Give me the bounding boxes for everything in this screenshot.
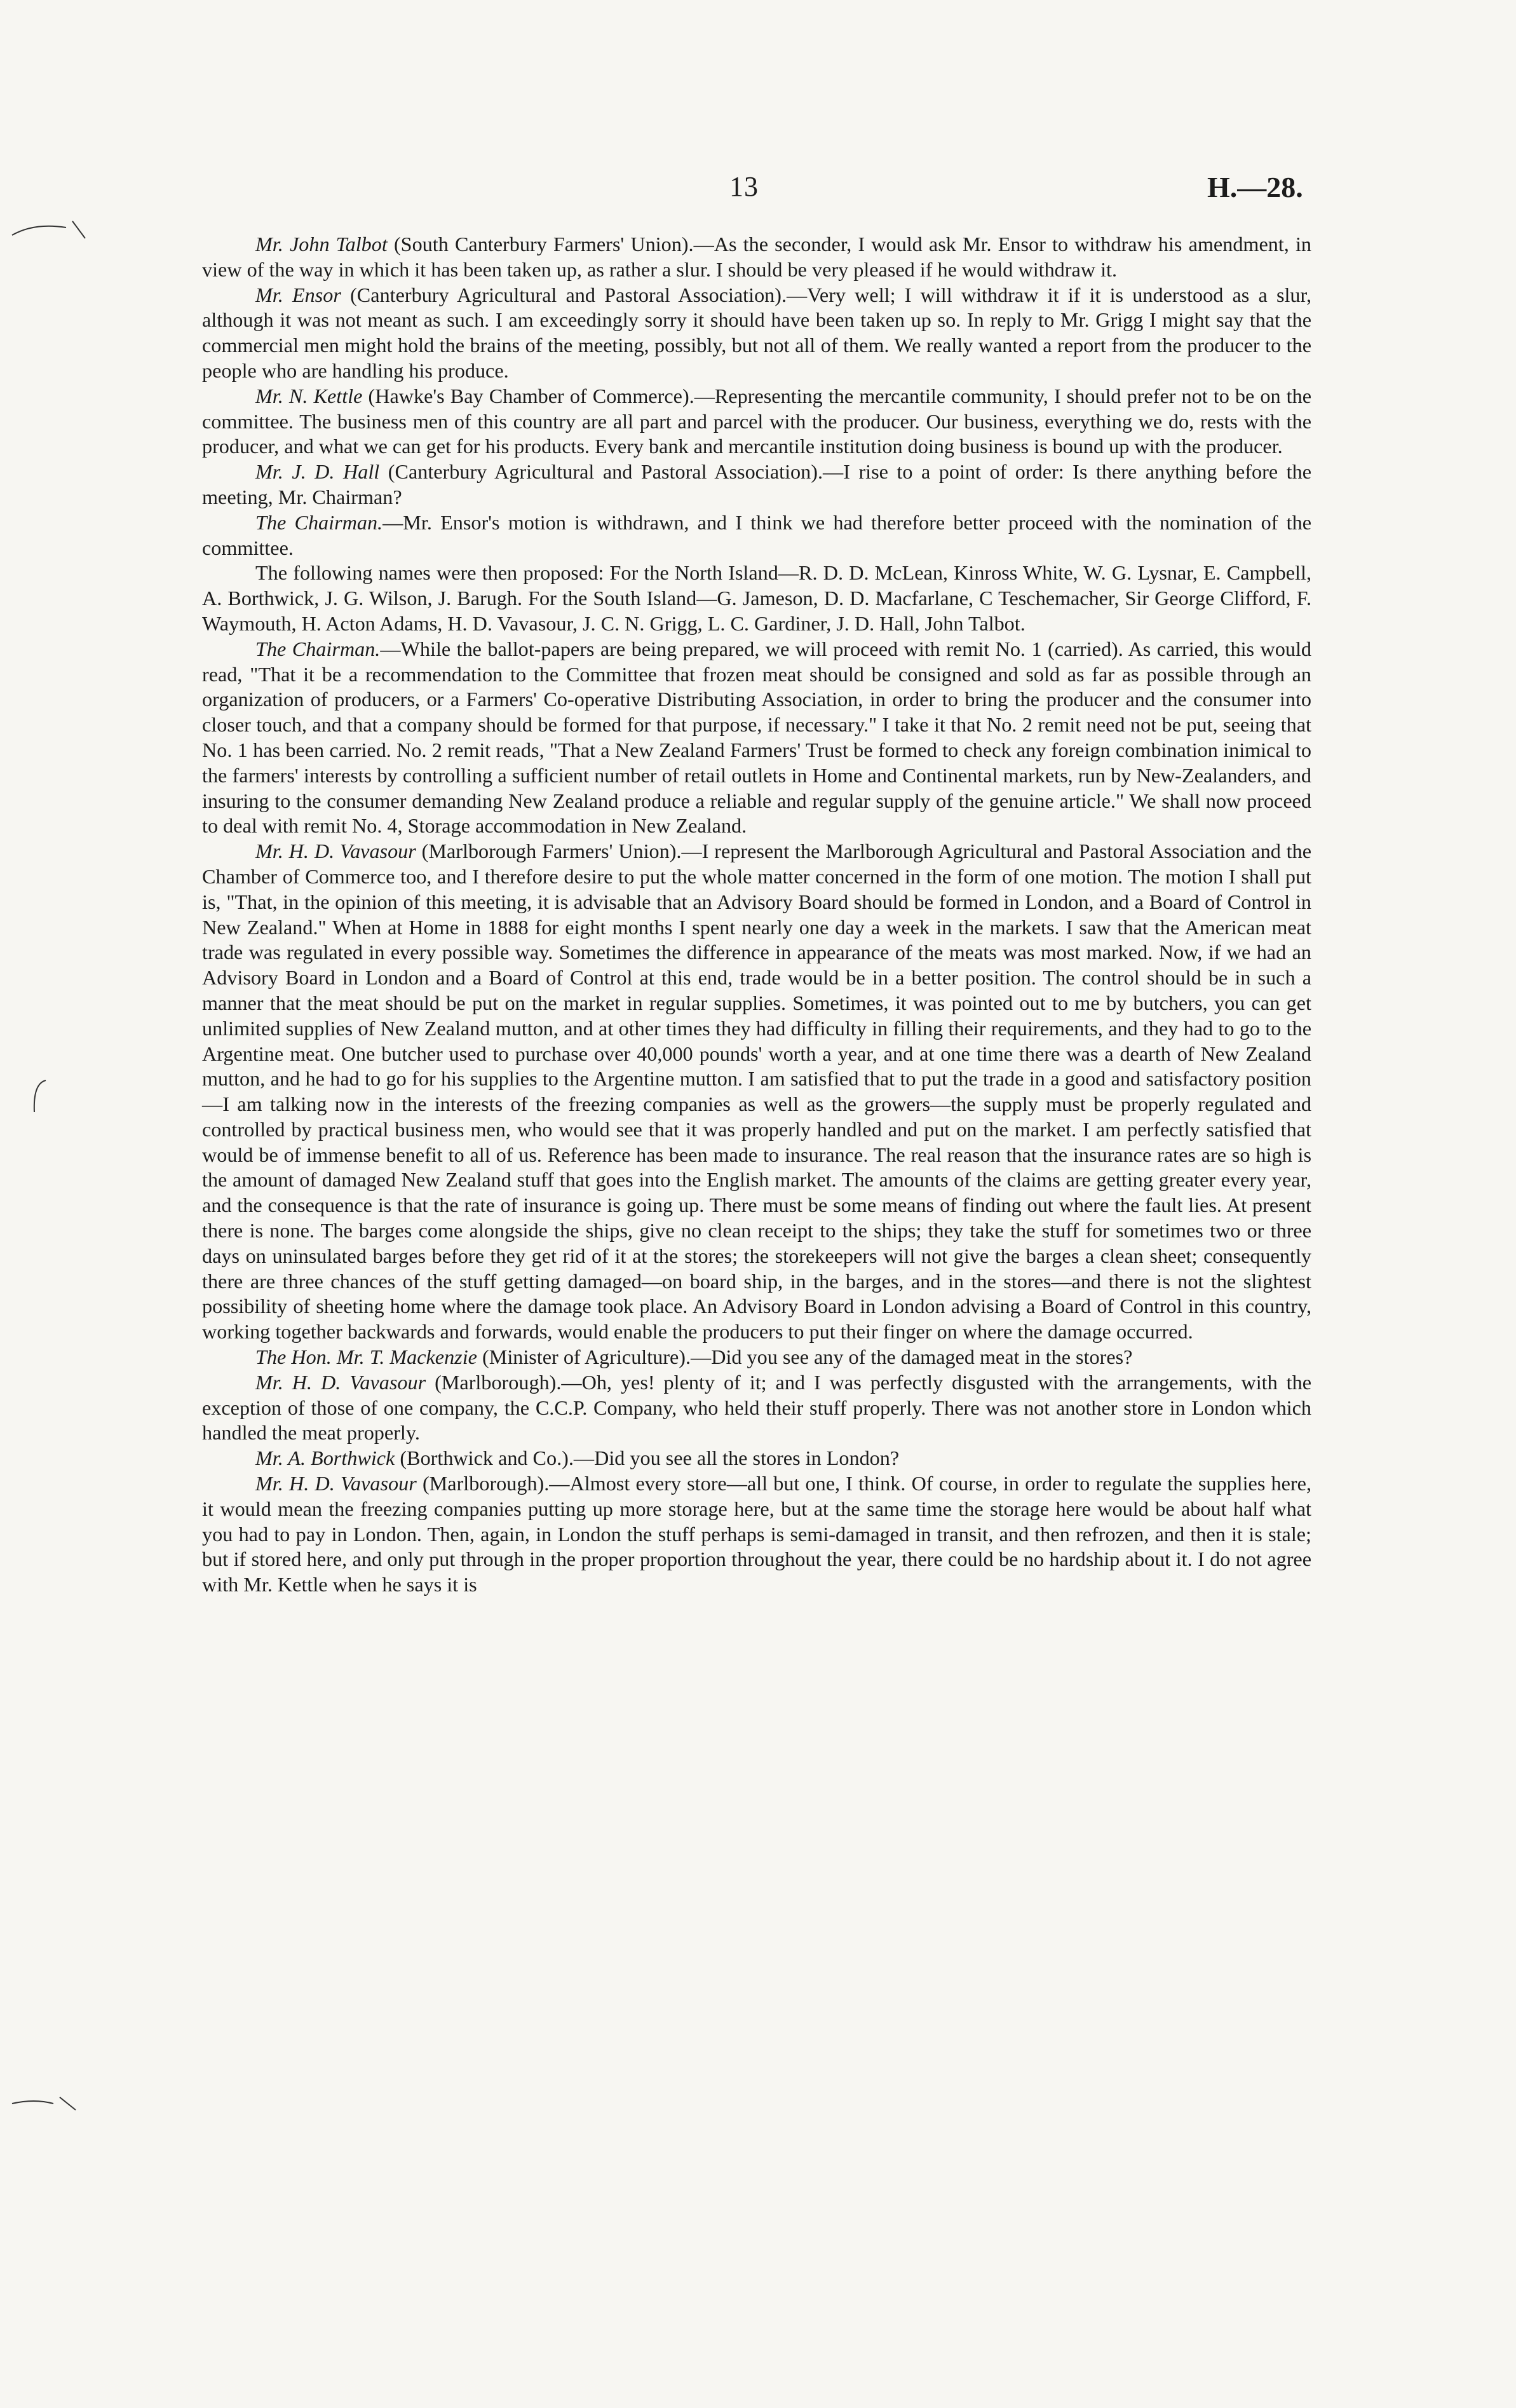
paragraph-text: (Canterbury Agricultural and Pastoral Association).—I rise to a point of order: Is there anything before the meeting, Mr. Chairman? (202, 460, 1311, 508)
speaker-name: Mr. H. D. Vavasour (255, 1370, 426, 1394)
paragraph-text: (South Canterbury Farmers' Union).—As the seconder, I would ask Mr. Ensor to withdraw his amendment, in view of the way in which it has been taken up, as rather a slur. I should be very pleased if he would withdraw it. (202, 233, 1312, 281)
paragraph (202, 232, 1311, 283)
speaker-name: Mr. H. D. Vavasour (255, 1472, 417, 1495)
speaker-name: Mr. J. D. Hall (255, 460, 380, 484)
paragraph (202, 1446, 1311, 1471)
paragraph-text: —While the ballot-papers are being prepared, we will proceed with remit No. 1 (carried). As carried, this would read, "That it be a recommendation to the Committee that frozen meat should be consigned and sold as far as possible through an organization of producers, or a Farmers' Co-operative Distributing Association, in order to bring the producer and the consumer into closer touch, and that a company should be formed for that purpose, if necessary." I take it that No. 2 remit need not be put, seeing that No. 1 has been carried. No. 2 remit reads, "That a New Zealand Farmers' Trust be formed to check any foreign combination inimical to the farmers' interests by controlling a sufficient number of retail outlets in Home and Continental markets, run by New-Zealanders, and insuring to the consumer demanding New Zealand produce a reliable and regular supply of the genuine article." We shall now proceed to deal with remit No. 4, Storage accommodation in New Zealand. (202, 637, 1311, 838)
paragraph (202, 561, 1311, 636)
paragraph (202, 510, 1311, 561)
paragraph-text: (Marlborough).—Almost every store—all but one, I think. Of course, in order to regulate the supplies here, it would mean the freezing companies putting up more storage here, but at the same time the storage here would be about half what you had to pay in London. Then, again, in London the stuff perhaps is semi-damaged in transit, and then refrozen, and then it is stale; but if stored here, and only put through in the proper proportion throughout the year, there could be no hardship about it. I do not agree with Mr. Kettle when he says it is (202, 1472, 1311, 1596)
margin-mark (9, 210, 98, 261)
paragraph-text: (Marlborough Farmers' Union).—I represent the Marlborough Agricultural and Pastoral Association and the Chamber of Commerce too, and I therefore desire to put the whole matter concerned in the form of one motion. The motion I shall put is, "That, in the opinion of this meeting, it is advisable that an Advisory Board should be formed in London, and a Board of Control in New Zealand." When at Home in 1888 for eight months I spent nearly one day a week in the markets. I saw that the American meat trade was regulated in every possible way. Sometimes the difference in appearance of the meats was most marked. Now, if we had an Advisory Board in London and a Board of Control at this end, trade would be in a better position. The control should be in such a manner that the meat should be put on the market in regular supplies. Sometimes, it was pointed out to me by butchers, you can get unlimited supplies of New Zealand mutton, and at other times they had difficulty in filling their requirements, and they had to go to the Argentine meat. One butcher used to purchase over 40,000 pounds' worth a year, and at one time there was a dearth of New Zealand mutton, and he had to go for his supplies to the Argentine mutton. I am satisfied that to put the trade in a good and satisfactory position—I am talking now in the interests of the freezing companies as well as the growers—the supply must be properly regulated and controlled by practical business men, who would see that it was properly handled and put on the market. I am perfectly satisfied that would be of immense benefit to all of us. Reference has been made to insurance. The real reason that the insurance rates are so high is the amount of damaged New Zealand stuff that goes into the English market. The amounts of the claims are getting greater every year, and the consequence is that the rate of insurance is going up. There must be some means of finding out where the fault lies. At present there is none. The barges come alongside the ships, give no clean receipt to the ships; they take the stuff for sometimes two or three days on uninsulated barges before they get rid of it at the stores; the storekeepers will not give the barges a clean sheet; consequently there are three chances of the stuff getting damaged—on board ship, in the barges, and in the stores—and there is not the slightest possibility of sheeting home where the damage took place. An Advisory Board in London advising a Board of Control in this country, working together backwards and forwards, would enable the producers to put their finger on where the damage occurred. (202, 840, 1311, 1343)
speaker-name: The Hon. Mr. T. Mackenzie (255, 1345, 477, 1369)
paragraph (202, 839, 1311, 1345)
paragraph (202, 384, 1311, 459)
document-body (202, 232, 1311, 1598)
speaker-name: The Chairman. (255, 510, 383, 534)
paragraph-text: (Hawke's Bay Chamber of Commerce).—Representing the mercantile community, I should prefer not to be on the committee. The business men of this country are all part and parcel with the producer. Our business, everything we do, rests with the producer, and what we can get for his products. Every bank and mercantile institution doing business is bound up with the producer. (202, 384, 1311, 458)
speaker-name: Mr. N. Kettle (255, 384, 363, 407)
speaker-name: Mr. H. D. Vavasour (255, 840, 416, 863)
speaker-name: Mr. John Talbot (255, 233, 388, 255)
paragraph-text: (Marlborough).—Oh, yes! plenty of it; and I was perfectly disgusted with the arrangements, with the exception of those of one company, the C.C.P. Company, who held their stuff properly. There was not another store in London which handled the meat properly. (202, 1370, 1311, 1445)
paragraph (202, 459, 1311, 510)
speaker-name: Mr. Ensor (255, 283, 341, 306)
paragraph (202, 283, 1311, 384)
paragraph (202, 1345, 1311, 1370)
paragraph-text: (Canterbury Agricultural and Pastoral Association).—Very well; I will withdraw it if it is understood as a slur, although it was not meant as such. I am exceedingly sorry it should have been taken up so. In reply to Mr. Grigg I might say that the commercial men might hold the brains of the meeting, possibly, but not all of them. We really wanted a report from the producer to the people who are handling his produce. (202, 283, 1311, 382)
paragraph (202, 1471, 1311, 1598)
speaker-name: The Chairman. (255, 637, 381, 660)
speaker-name: Mr. A. Borthwick (255, 1446, 395, 1470)
paragraph-text: (Minister of Agriculture).—Did you see any of the damaged meat in the stores? (477, 1345, 1133, 1369)
paragraph (202, 637, 1311, 839)
paragraph-text: —Mr. Ensor's motion is withdrawn, and I think we had therefore better proceed with the nomination of the committee. (202, 510, 1311, 559)
paragraph-text: The following names were then proposed: For the North Island—R. D. D. McLean, Kinross White, W. G. Lysnar, E. Campbell, A. Borthwick, J. G. Wilson, J. Barugh. For the South Island—G. Jameson, D. D. Macfarlane, C Teschemacher, Sir George Clifford, F. Waymouth, H. Acton Adams, H. D. Vavasour, J. C. N. Grigg, L. C. Gardiner, J. D. Hall, John Talbot. (202, 561, 1311, 635)
page-header (0, 170, 1516, 215)
paragraph-text: (Borthwick and Co.).—Did you see all the stores in London? (395, 1446, 900, 1470)
page-number: 13 (729, 171, 759, 202)
margin-mark (9, 2085, 98, 2123)
margin-mark (27, 1074, 65, 1125)
document-reference: H.—28. (1207, 171, 1303, 203)
paragraph (202, 1370, 1311, 1446)
